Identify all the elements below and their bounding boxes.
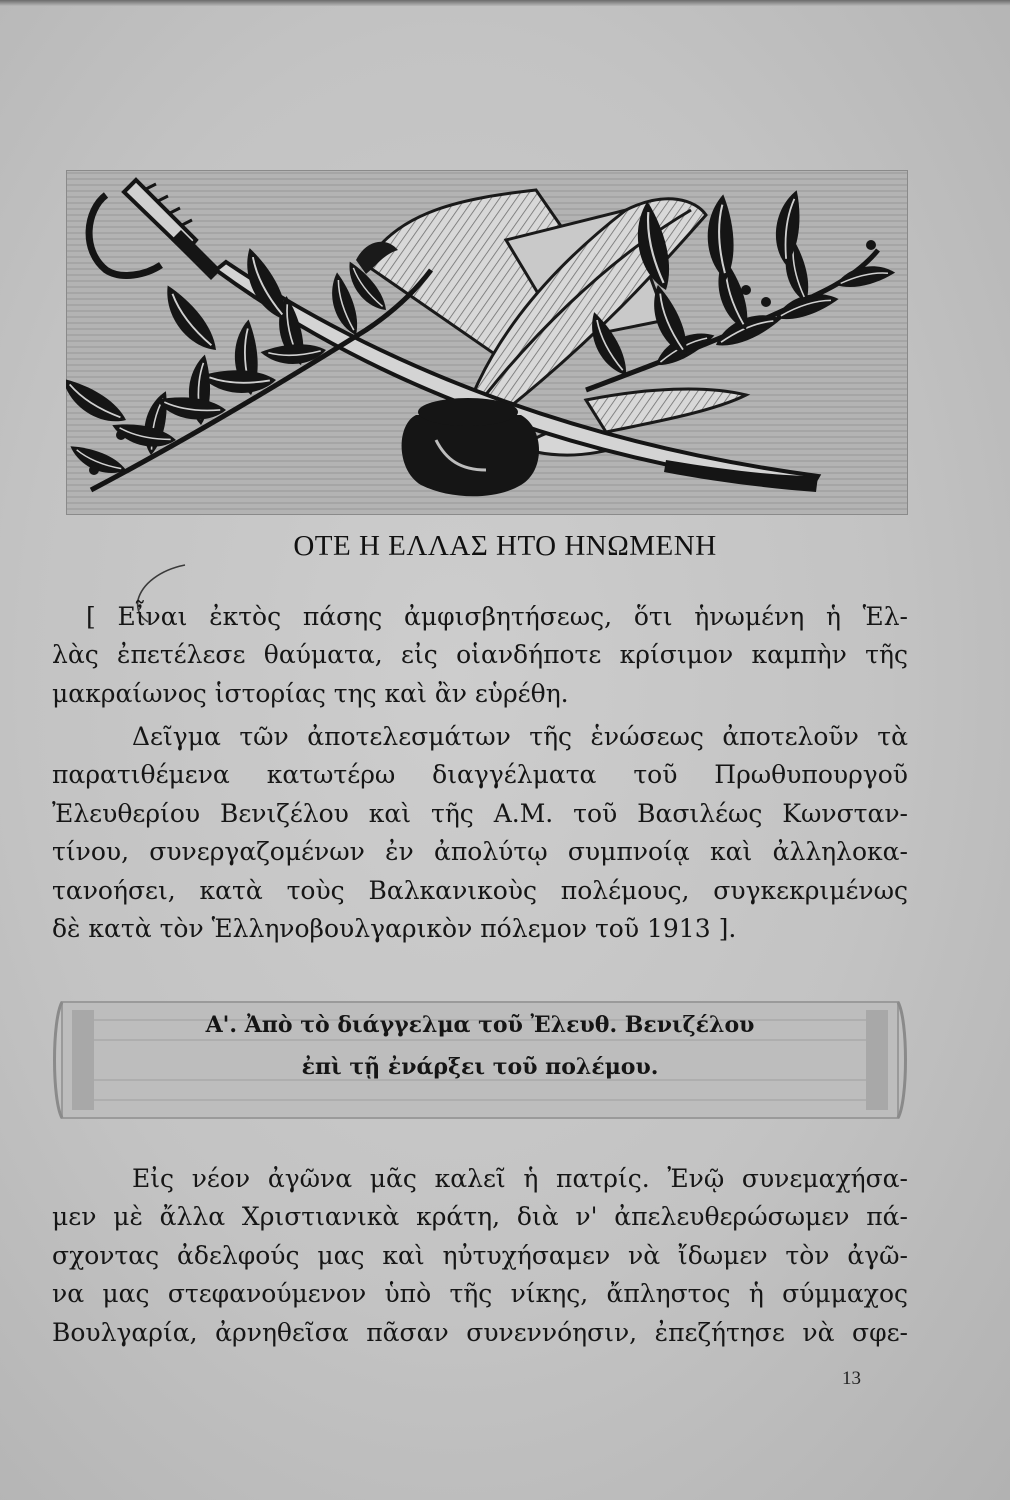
page-number: 13 bbox=[842, 1368, 861, 1389]
page-top-edge bbox=[0, 0, 1010, 6]
context-line: Ἐλευθερίου Βενιζέλου καὶ τῆς Α.Μ. τοῦ Βασιλέως Κωνσταν- bbox=[52, 798, 908, 828]
intro-paragraph bbox=[52, 598, 908, 713]
engraving-illustration bbox=[66, 170, 908, 515]
section-title-line2: ἐπὶ τῇ ἐνάρξει τοῦ πολέμου. bbox=[301, 1054, 659, 1080]
body-line: Εἰς νέον ἀγῶνα μᾶς καλεῖ ἡ πατρίς. Ἐνῷ συνεμαχήσα- bbox=[132, 1164, 908, 1193]
context-line: δὲ κατὰ τὸν Ἑλληνοβουλγαρικὸν πόλεμον τοῦ 1913 ]. bbox=[52, 914, 737, 944]
body-line: σχοντας ἀδελφούς μας καὶ ηὐτυχήσαμεν νὰ ἴδωμεν τὸν ἀγῶ- bbox=[52, 1240, 908, 1270]
context-line: παρατιθέμενα κατωτέρω διαγγέλματα τοῦ Πρωθυπουργοῦ bbox=[52, 760, 908, 790]
body-line: μεν μὲ ἄλλα Χριστιανικὰ κράτη, διὰ ν' ἀπελευθερώσωμεν πά- bbox=[52, 1202, 908, 1232]
section-title-line1: Α'. Ἀπὸ τὸ διάγγελμα τοῦ Ἐλευθ. Βενιζέλου bbox=[205, 1012, 755, 1038]
section-title-banner bbox=[52, 990, 908, 1130]
body-line: να μας στεφανούμενον ὑπὸ τῆς νίκης, ἄπληστος ἡ σύμμαχος bbox=[52, 1279, 908, 1309]
context-line: τίνου, συνεργαζομένων ἐν ἀπολύτῳ συμπνοίᾳ καὶ ἀλληλοκα- bbox=[52, 837, 908, 867]
context-paragraph bbox=[52, 718, 908, 948]
body-line: Βουλγαρία, ἀρνηθεῖσα πᾶσαν συνεννόησιν, ἐπεζήτησε νὰ σφε- bbox=[52, 1317, 908, 1347]
intro-line: μακραίωνος ἱστορίας της καὶ ἂν εὑρέθη. bbox=[52, 678, 569, 708]
intro-line: λὰς ἐπετέλεσε θαύματα, εἰς οἱανδήποτε κρίσιμον καμπὴν τῆς bbox=[52, 640, 908, 670]
body-paragraph bbox=[52, 1160, 908, 1352]
context-line: τανοήσει, κατὰ τοὺς Βαλκανικοὺς πολέμους, συγκεκριμένως bbox=[52, 875, 908, 905]
intro-line: [ Εἶναι ἐκτὸς πάσης ἀμφισβητήσεως, ὅτι ἡνωμένη ἡ Ἑλ- bbox=[86, 602, 908, 631]
page-heading: ΟΤΕ Η ΕΛΛΑΣ ΗΤΟ ΗΝΩΜΕΝΗ bbox=[293, 530, 717, 562]
context-line: Δεῖγμα τῶν ἀποτελεσμάτων τῆς ἑνώσεως ἀποτελοῦν τὰ bbox=[132, 722, 908, 751]
